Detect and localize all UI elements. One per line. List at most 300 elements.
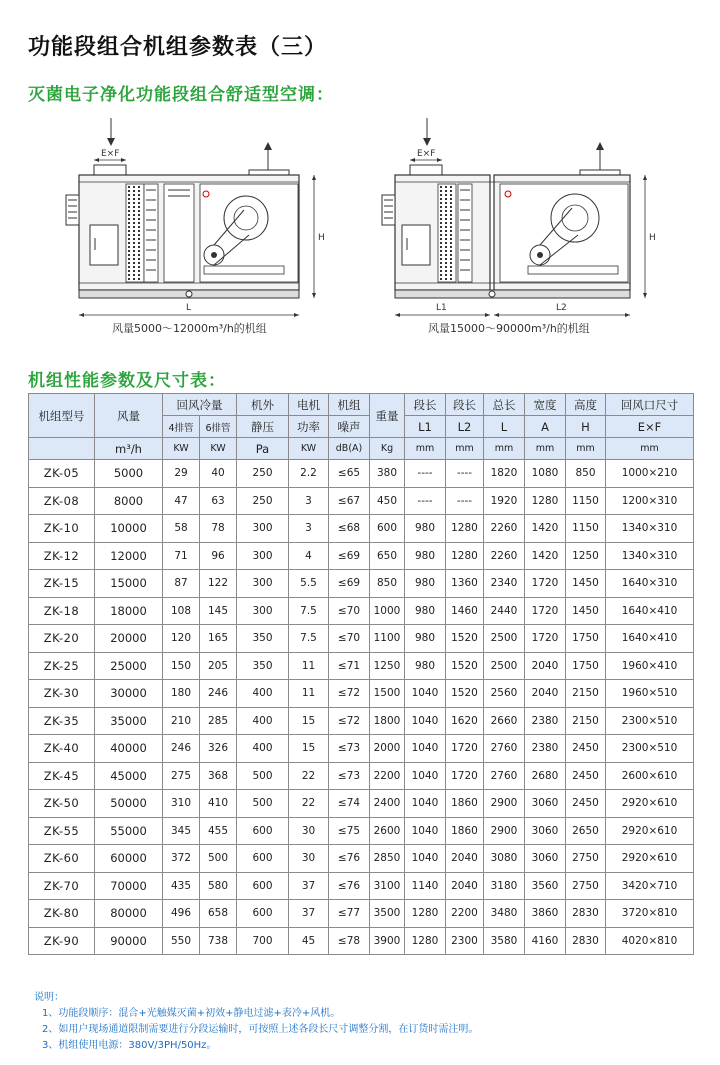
table-cell: 3060 xyxy=(525,845,566,873)
col-width-bottom: A xyxy=(525,416,566,438)
table-cell: 450 xyxy=(370,487,405,515)
table-cell: 600 xyxy=(237,817,289,845)
table-cell: 2040 xyxy=(446,872,484,900)
table-cell: 2040 xyxy=(525,652,566,680)
table-cell: 658 xyxy=(200,900,237,928)
table-cell: 1960×510 xyxy=(606,680,694,708)
diagram-caption-large: 风量15000～90000m³/h的机组 xyxy=(428,322,590,335)
model-cell: ZK-25 xyxy=(29,652,95,680)
table-cell: 1450 xyxy=(566,597,606,625)
table-cell: 980 xyxy=(405,542,446,570)
table-cell: 1820 xyxy=(484,460,525,488)
table-cell: 22 xyxy=(289,762,329,790)
table-cell: 2680 xyxy=(525,762,566,790)
table-cell: 600 xyxy=(237,845,289,873)
table-cell: 1040 xyxy=(405,845,446,873)
table-cell: 2750 xyxy=(566,872,606,900)
table-cell: 368 xyxy=(200,762,237,790)
table-cell: 7.5 xyxy=(289,625,329,653)
model-cell: ZK-08 xyxy=(29,487,95,515)
table-cell: 29 xyxy=(163,460,200,488)
model-cell: ZK-12 xyxy=(29,542,95,570)
unit-l2: mm xyxy=(446,438,484,460)
table-cell: 2650 xyxy=(566,817,606,845)
table-row xyxy=(29,707,694,735)
table-cell: 1450 xyxy=(566,570,606,598)
table-cell: 2450 xyxy=(566,790,606,818)
model-cell: ZK-18 xyxy=(29,597,95,625)
unit-l1: mm xyxy=(405,438,446,460)
table-cell: 87 xyxy=(163,570,200,598)
table-cell: ≤78 xyxy=(329,927,370,955)
table-cell: 3 xyxy=(289,487,329,515)
table-cell: 3100 xyxy=(370,872,405,900)
model-cell: ZK-35 xyxy=(29,707,95,735)
note-item: 1、功能段顺序：混合+光触媒灭菌+初效+静电过滤+表冷+风机。 xyxy=(42,1008,341,1019)
col-l1-top: 段长 xyxy=(405,394,446,416)
table-cell: 275 xyxy=(163,762,200,790)
table-row xyxy=(29,845,694,873)
table-cell: 30000 xyxy=(95,680,163,708)
unit-cooling-4: KW xyxy=(163,438,200,460)
table-cell: 350 xyxy=(237,625,289,653)
table-cell: 1280 xyxy=(405,900,446,928)
table-cell: ≤70 xyxy=(329,597,370,625)
table-cell: 4160 xyxy=(525,927,566,955)
col-l2-bottom: L2 xyxy=(446,416,484,438)
table-cell: 580 xyxy=(200,872,237,900)
table-cell: 2300×510 xyxy=(606,707,694,735)
unit-weight: Kg xyxy=(370,438,405,460)
table-cell: 5.5 xyxy=(289,570,329,598)
model-cell: ZK-55 xyxy=(29,817,95,845)
table-cell: 285 xyxy=(200,707,237,735)
table-row xyxy=(29,735,694,763)
table-cell: 2900 xyxy=(484,817,525,845)
table-cell: 3420×710 xyxy=(606,872,694,900)
table-row xyxy=(29,487,694,515)
note-item: 3、机组使用电源：380V/3PH/50Hz。 xyxy=(42,1040,217,1051)
table-cell: 455 xyxy=(200,817,237,845)
unit-outlet: mm xyxy=(606,438,694,460)
table-cell: 980 xyxy=(405,597,446,625)
table-cell: 2040 xyxy=(446,845,484,873)
table-cell: 90000 xyxy=(95,927,163,955)
table-cell: 1720 xyxy=(525,570,566,598)
table-cell: 1920 xyxy=(484,487,525,515)
table-cell: 108 xyxy=(163,597,200,625)
table-cell: 496 xyxy=(163,900,200,928)
table-cell: 11 xyxy=(289,652,329,680)
table-cell: 1720 xyxy=(446,762,484,790)
table-cell: 400 xyxy=(237,707,289,735)
table-cell: 1520 xyxy=(446,625,484,653)
table-cell: 1640×310 xyxy=(606,570,694,598)
table-cell: 1720 xyxy=(525,625,566,653)
table-cell: 2920×610 xyxy=(606,790,694,818)
table-cell: 435 xyxy=(163,872,200,900)
notes xyxy=(34,990,478,1054)
table-cell: ≤68 xyxy=(329,515,370,543)
model-cell: ZK-70 xyxy=(29,872,95,900)
table-cell: 350 xyxy=(237,652,289,680)
table-cell: 3060 xyxy=(525,790,566,818)
table-cell: 150 xyxy=(163,652,200,680)
table-cell: 1150 xyxy=(566,515,606,543)
table-cell: ≤72 xyxy=(329,680,370,708)
model-cell: ZK-05 xyxy=(29,460,95,488)
table-cell: 310 xyxy=(163,790,200,818)
table-cell: 500 xyxy=(237,790,289,818)
table-cell: 45000 xyxy=(95,762,163,790)
table-cell: ≤73 xyxy=(329,735,370,763)
table-cell: 50000 xyxy=(95,790,163,818)
table-cell: 1860 xyxy=(446,817,484,845)
table-cell: 400 xyxy=(237,735,289,763)
table-cell: 40 xyxy=(200,460,237,488)
table-cell: 300 xyxy=(237,542,289,570)
table-cell: 210 xyxy=(163,707,200,735)
table-cell: 5000 xyxy=(95,460,163,488)
table-cell: 980 xyxy=(405,515,446,543)
table-cell: 500 xyxy=(200,845,237,873)
col-height-top: 高度 xyxy=(566,394,606,416)
table-cell: 2750 xyxy=(566,845,606,873)
table-cell: 1640×410 xyxy=(606,625,694,653)
table-cell: 1280 xyxy=(446,515,484,543)
model-cell: ZK-15 xyxy=(29,570,95,598)
table-cell: 3560 xyxy=(525,872,566,900)
table-cell: 400 xyxy=(237,680,289,708)
table-cell: 1340×310 xyxy=(606,515,694,543)
table-cell: 1340×310 xyxy=(606,542,694,570)
table-cell: 2450 xyxy=(566,735,606,763)
col-noise-top: 机组 xyxy=(329,394,370,416)
model-cell: ZK-40 xyxy=(29,735,95,763)
table-cell: 2830 xyxy=(566,900,606,928)
table-cell: 58 xyxy=(163,515,200,543)
table-cell: 2380 xyxy=(525,735,566,763)
table-cell: ---- xyxy=(446,460,484,488)
table-cell: 2300×510 xyxy=(606,735,694,763)
unit-static: Pa xyxy=(237,438,289,460)
table-cell: 1000 xyxy=(370,597,405,625)
table-cell: 2850 xyxy=(370,845,405,873)
table-cell: 250 xyxy=(237,487,289,515)
table-cell: 600 xyxy=(237,900,289,928)
table-cell: 850 xyxy=(370,570,405,598)
table-row xyxy=(29,515,694,543)
model-cell: ZK-60 xyxy=(29,845,95,873)
table-cell: 47 xyxy=(163,487,200,515)
table-cell: 372 xyxy=(163,845,200,873)
table-cell: 2150 xyxy=(566,707,606,735)
col-cooling: 回风冷量 xyxy=(163,394,237,416)
l1-label: L1 xyxy=(436,303,447,313)
section-subtitle: 灭菌电子净化功能段组合舒适型空调： xyxy=(28,85,334,105)
h-label: H xyxy=(649,233,656,243)
table-cell: 2600×610 xyxy=(606,762,694,790)
table-cell: 60000 xyxy=(95,845,163,873)
table-cell: 37 xyxy=(289,872,329,900)
table-cell: ≤77 xyxy=(329,900,370,928)
table-cell: 1520 xyxy=(446,652,484,680)
table-cell: 3580 xyxy=(484,927,525,955)
col-l2-top: 段长 xyxy=(446,394,484,416)
table-cell: 1040 xyxy=(405,680,446,708)
table-cell: 11 xyxy=(289,680,329,708)
table-cell: 78 xyxy=(200,515,237,543)
table-cell: 738 xyxy=(200,927,237,955)
table-row xyxy=(29,625,694,653)
table-cell: 1720 xyxy=(446,735,484,763)
col-model: 机组型号 xyxy=(29,394,95,438)
ef-label: E×F xyxy=(417,149,436,159)
table-cell: 165 xyxy=(200,625,237,653)
table-cell: 2150 xyxy=(566,680,606,708)
unit-diagram-large xyxy=(380,110,660,340)
table-cell: 3 xyxy=(289,515,329,543)
table-cell: 2260 xyxy=(484,515,525,543)
table-cell: ≤72 xyxy=(329,707,370,735)
table-cell: ≤69 xyxy=(329,542,370,570)
table-section-title: 机组性能参数及尺寸表： xyxy=(28,371,226,391)
table-cell: 850 xyxy=(566,460,606,488)
table-cell: 3060 xyxy=(525,817,566,845)
table-cell: ≤71 xyxy=(329,652,370,680)
table-cell: 2440 xyxy=(484,597,525,625)
table-cell: 980 xyxy=(405,625,446,653)
table-cell: 1750 xyxy=(566,625,606,653)
table-cell: 3860 xyxy=(525,900,566,928)
table-cell: 1420 xyxy=(525,542,566,570)
table-cell: 96 xyxy=(200,542,237,570)
unit-noise: dB(A) xyxy=(329,438,370,460)
table-cell: 2600 xyxy=(370,817,405,845)
table-cell: 1960×410 xyxy=(606,652,694,680)
table-cell: 1080 xyxy=(525,460,566,488)
table-row xyxy=(29,597,694,625)
col-model-unit xyxy=(29,438,95,460)
ef-label: E×F xyxy=(101,149,120,159)
table-cell: 300 xyxy=(237,515,289,543)
unit-total: mm xyxy=(484,438,525,460)
table-cell: ≤67 xyxy=(329,487,370,515)
table-cell: 30 xyxy=(289,817,329,845)
table-cell: ≤74 xyxy=(329,790,370,818)
table-cell: ≤69 xyxy=(329,570,370,598)
table-cell: 2760 xyxy=(484,762,525,790)
table-cell: 3500 xyxy=(370,900,405,928)
table-cell: 1000×210 xyxy=(606,460,694,488)
table-row xyxy=(29,680,694,708)
table-cell: ≤75 xyxy=(329,817,370,845)
col-weight: 重量 xyxy=(370,394,405,438)
table-cell: 250 xyxy=(237,460,289,488)
table-cell: 1280 xyxy=(446,542,484,570)
table-cell: 40000 xyxy=(95,735,163,763)
table-cell: 1040 xyxy=(405,735,446,763)
table-cell: 180 xyxy=(163,680,200,708)
table-cell: 1280 xyxy=(405,927,446,955)
model-cell: ZK-50 xyxy=(29,790,95,818)
table-cell: 2900 xyxy=(484,790,525,818)
table-cell: 12000 xyxy=(95,542,163,570)
table-cell: 3080 xyxy=(484,845,525,873)
table-cell: 380 xyxy=(370,460,405,488)
table-row xyxy=(29,900,694,928)
table-row xyxy=(29,790,694,818)
l-label: L xyxy=(186,303,192,313)
table-cell: 30 xyxy=(289,845,329,873)
table-cell: 37 xyxy=(289,900,329,928)
table-cell: 246 xyxy=(163,735,200,763)
table-cell: ≤73 xyxy=(329,762,370,790)
table-cell: 1640×410 xyxy=(606,597,694,625)
table-cell: 1420 xyxy=(525,515,566,543)
table-cell: 1520 xyxy=(446,680,484,708)
table-cell: 2500 xyxy=(484,625,525,653)
table-cell: ---- xyxy=(405,487,446,515)
table-cell: 55000 xyxy=(95,817,163,845)
unit-power: KW xyxy=(289,438,329,460)
table-cell: 4020×810 xyxy=(606,927,694,955)
table-cell: 1250 xyxy=(370,652,405,680)
table-cell: 650 xyxy=(370,542,405,570)
col-total-top: 总长 xyxy=(484,394,525,416)
table-cell: 980 xyxy=(405,570,446,598)
model-cell: ZK-80 xyxy=(29,900,95,928)
table-cell: 300 xyxy=(237,570,289,598)
col-static-bottom: 静压 xyxy=(237,416,289,438)
table-cell: 1500 xyxy=(370,680,405,708)
table-row xyxy=(29,652,694,680)
table-cell: 25000 xyxy=(95,652,163,680)
table-cell: 70000 xyxy=(95,872,163,900)
l2-label: L2 xyxy=(556,303,567,313)
table-row xyxy=(29,872,694,900)
col-width-top: 宽度 xyxy=(525,394,566,416)
table-cell: 10000 xyxy=(95,515,163,543)
table-cell: 15 xyxy=(289,707,329,735)
table-cell: 1040 xyxy=(405,790,446,818)
col-power-bottom: 功率 xyxy=(289,416,329,438)
table-cell: 980 xyxy=(405,652,446,680)
table-cell: 1800 xyxy=(370,707,405,735)
table-row xyxy=(29,927,694,955)
table-cell: 8000 xyxy=(95,487,163,515)
col-outlet-top: 回风口尺寸 xyxy=(606,394,694,416)
table-cell: 300 xyxy=(237,597,289,625)
col-cooling-6row: 6排管 xyxy=(200,416,237,438)
table-cell: 71 xyxy=(163,542,200,570)
col-outlet-bottom: E×F xyxy=(606,416,694,438)
table-cell: 1750 xyxy=(566,652,606,680)
table-cell: 1040 xyxy=(405,707,446,735)
table-cell: 1040 xyxy=(405,762,446,790)
unit-airflow: m³/h xyxy=(95,438,163,460)
table-cell: 1360 xyxy=(446,570,484,598)
table-cell: 205 xyxy=(200,652,237,680)
table-cell: 410 xyxy=(200,790,237,818)
table-cell: ≤76 xyxy=(329,845,370,873)
table-cell: 1460 xyxy=(446,597,484,625)
table-cell: 1250 xyxy=(566,542,606,570)
table-cell: 15 xyxy=(289,735,329,763)
table-cell: 80000 xyxy=(95,900,163,928)
table-cell: 22 xyxy=(289,790,329,818)
table-cell: 7.5 xyxy=(289,597,329,625)
table-cell: 2300 xyxy=(446,927,484,955)
table-cell: 600 xyxy=(237,872,289,900)
table-cell: 2380 xyxy=(525,707,566,735)
table-cell: 45 xyxy=(289,927,329,955)
table-cell: 4 xyxy=(289,542,329,570)
table-cell: 2340 xyxy=(484,570,525,598)
table-cell: 145 xyxy=(200,597,237,625)
col-l1-bottom: L1 xyxy=(405,416,446,438)
table-cell: 500 xyxy=(237,762,289,790)
diagram-caption-small: 风量5000～12000m³/h的机组 xyxy=(112,322,267,335)
table-row xyxy=(29,817,694,845)
table-cell: 2830 xyxy=(566,927,606,955)
table-cell: 345 xyxy=(163,817,200,845)
col-airflow: 风量 xyxy=(95,394,163,438)
model-cell: ZK-30 xyxy=(29,680,95,708)
table-cell: 120 xyxy=(163,625,200,653)
table-cell: 1720 xyxy=(525,597,566,625)
table-cell: 326 xyxy=(200,735,237,763)
unit-cooling-6: KW xyxy=(200,438,237,460)
table-cell: ---- xyxy=(446,487,484,515)
table-cell: 1620 xyxy=(446,707,484,735)
table-cell: 1280 xyxy=(525,487,566,515)
col-height-bottom: H xyxy=(566,416,606,438)
table-cell: 122 xyxy=(200,570,237,598)
model-cell: ZK-20 xyxy=(29,625,95,653)
table-cell: 35000 xyxy=(95,707,163,735)
table-cell: 2200 xyxy=(446,900,484,928)
col-noise-bottom: 噪声 xyxy=(329,416,370,438)
table-cell: 15000 xyxy=(95,570,163,598)
table-cell: 1200×310 xyxy=(606,487,694,515)
h-label: H xyxy=(318,233,325,243)
table-cell: 246 xyxy=(200,680,237,708)
table-row xyxy=(29,570,694,598)
table-cell: ≤70 xyxy=(329,625,370,653)
table-cell: 2000 xyxy=(370,735,405,763)
table-cell: 3180 xyxy=(484,872,525,900)
table-cell: 2920×610 xyxy=(606,845,694,873)
table-cell: 1040 xyxy=(405,817,446,845)
col-total-bottom: L xyxy=(484,416,525,438)
table-cell: 2500 xyxy=(484,652,525,680)
table-cell: 2660 xyxy=(484,707,525,735)
table-cell: 1100 xyxy=(370,625,405,653)
note-item: 2、如用户现场通道限制需要进行分段运输时，可按照上述各段长尺寸调整分割，在订货时需注明。 xyxy=(42,1024,479,1035)
table-cell: 2560 xyxy=(484,680,525,708)
table-cell: 2450 xyxy=(566,762,606,790)
notes-heading: 说明： xyxy=(34,992,64,1003)
table-cell: 1860 xyxy=(446,790,484,818)
table-cell: 550 xyxy=(163,927,200,955)
unit-diagram-small xyxy=(64,110,344,340)
table-cell: 2760 xyxy=(484,735,525,763)
table-cell: 700 xyxy=(237,927,289,955)
unit-width: mm xyxy=(525,438,566,460)
table-cell: 2400 xyxy=(370,790,405,818)
table-cell: 3900 xyxy=(370,927,405,955)
